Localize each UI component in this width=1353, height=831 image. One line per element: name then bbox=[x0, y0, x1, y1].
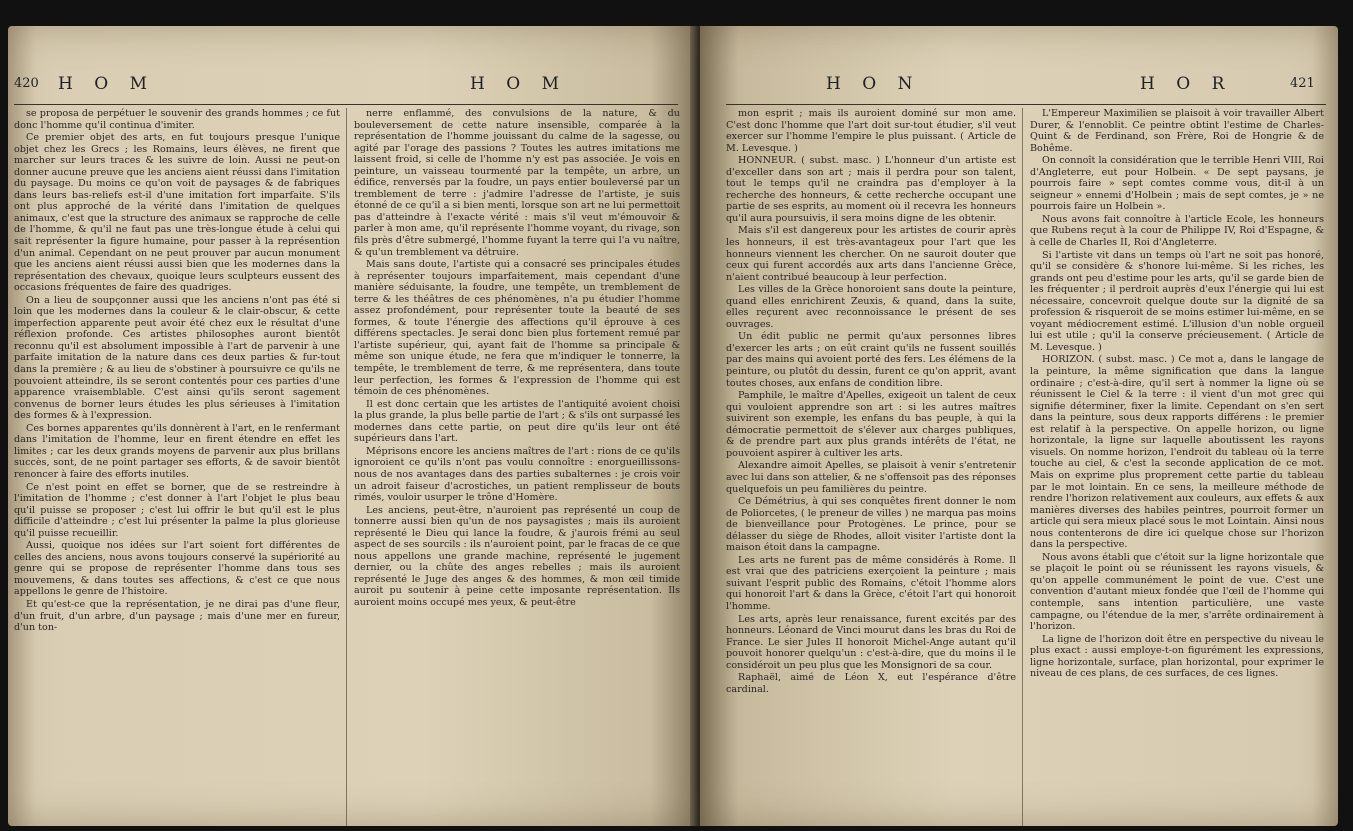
left-page bbox=[8, 26, 698, 826]
paragraph: Les villes de la Grèce honoroient sans doute la peinture, quand elles enrichirent Zeuxis, & quand, dans la suite, elles reçurent avec reconnoissance le présent de ses ouvrages. bbox=[726, 284, 1016, 330]
running-head-left-1: H O M bbox=[58, 74, 155, 94]
paragraph: Si l'artiste vit dans un temps où l'art ne soit pas honoré, qu'il se considère & s'honore lui-même. Si les riches, les grands ont peu d'estime pour les arts, qu'il se garde bien de les fréquenter ; il perdroit auprès d'eux l'énergie qui lui est nécessaire, concevroit quelque doute sur la dignité de sa profession & risqueroit de se moins estimer lui-même, en se voyant médiocrement estimé. L'illusion d'un noble orgueil lui est utile ; qu'il la conserve précieusement. ( Article de M. Levesque. ) bbox=[1030, 249, 1324, 353]
right-page bbox=[700, 26, 1338, 826]
paragraph: Alexandre aimoit Apelles, se plaisoit à venir s'entretenir avec lui dans son attelier, & ne s'offensoit pas des réponses quelquefois un peu familières du peintre. bbox=[726, 460, 1016, 495]
paragraph: Il est donc certain que les artistes de l'antiquité avoient choisi la plus grande, la plus belle partie de l'art ; & s'ils ont surpassé les modernes dans cette partie, on peut dire qu'ils leur ont été supérieurs dans l'art. bbox=[354, 398, 680, 445]
paragraph: se proposa de perpétuer le souvenir des grands hommes ; ce fut donc l'homme qu'il continua d'imiter. bbox=[14, 108, 340, 131]
running-head-right-2: H O R bbox=[1140, 74, 1233, 94]
text-column-1 bbox=[726, 108, 1016, 696]
paragraph: Les anciens, peut-être, n'auroient pas représenté un coup de tonnerre aussi bien qu'un de nos paysagistes ; mais ils auroient représenté le Dieu qui lance la foudre, & j'aurois frémi au seul aspect de ses sourcils : ils n'auroient point, par le fracas de ce que nous appellons une grande machine, représenté le jugement dernier, ou la chûte des anges rebelles ; mais ils auroient représenté le Juge des anges & des hommes, & mon œil timide auroit pu soutenir à peine cette imposante représentation. Ils auroient moins occupé mes yeux, & peut-être bbox=[354, 504, 680, 608]
paragraph: Nous avons établi que c'étoit sur la ligne horizontale que se plaçoit le point où se réunissent les rayons visuels, & qu'on appelle communément le point de vue. C'est une convention d'autant mieux fondée que l'œil de l'homme qui contemple, sans intention particulière, une vaste campagne, ou l'étendue de la mer, s'arrête ordinairement à l'horizon. bbox=[1030, 551, 1324, 633]
page-number-left: 420 bbox=[14, 76, 39, 91]
paragraph: Un édit public ne permit qu'aux personnes libres d'exercer les arts ; on eût craint qu'ils ne fussent souillés par des mains qui avoient porté des fers. Les élémens de la peinture, ou plutôt du dessin, furent ce qu'on apprit, avant toutes choses, aux enfans de condition libre. bbox=[726, 331, 1016, 389]
paragraph: Et qu'est-ce que la représentation, je ne dirai pas d'une fleur, d'un fruit, d'un arbre, d'un paysage ; mais d'une mer en fureur, d'un ton- bbox=[14, 598, 340, 634]
running-head-right-1: H O N bbox=[826, 74, 921, 94]
paragraph: HORIZON. ( subst. masc. ) Ce mot a, dans le langage de la peinture, la même signification que dans la langue ordinaire ; c'est-à-dire, qu'il sert à nommer la ligne où se réunissent le Ciel & la terre : il vient d'un mot grec qui signifie déterminer, fixer la limite. Cependant on s'en sert dans la peinture, sous deux rapports différens : le premier est relatif à la perspective. On appelle horizon, ou ligne horizontale, la ligne sur laquelle aboutissent les rayons visuels. On nomme horizon, l'endroit du tableau où la terre touche au ciel, & c'est la seconde application de ce mot. Mais on exprime plus proprement cette partie du tableau par le mot lointain. En ce sens, la meilleure méthode de rendre l'horizon relativement aux couleurs, aux effets & aux manières diverses des habiles peintres, pourroit former un article qui sera mieux placé sous le mot Lointain. Ainsi nous nous contenterons de dire ici quelque chose sur l'horizon dans la perspective. bbox=[1030, 354, 1324, 551]
paragraph: Mais sans doute, l'artiste qui a consacré ses principales études à représenter toujours imparfaitement, mais cependant d'une manière séduisante, la foudre, une tempête, un tremblement de terre & les théâtres de ces phénomènes, n'a pu étudier l'homme assez profondément, pour représenter toute la beauté de ses formes, & toute l'énergie des affections qu'il éprouve à ces différens spectacles. Je serai donc bien plus fortement remué par l'artiste supérieur, qui, ayant fait de l'homme sa principale & même son unique étude, ne fera que m'indiquer le tonnerre, la tempête, le tremblement de terre, & me représentera, dans toute leur perfection, les formes & l'expression de l'homme qui est témoin de ces phénomènes. bbox=[354, 259, 680, 398]
paragraph: Nous avons fait connoître à l'article Ecole, les honneurs que Rubens reçut à la cour de Philippe IV, Roi d'Espagne, & à celle de Charles II, Roi d'Angleterre. bbox=[1030, 213, 1324, 249]
paragraph: La ligne de l'horizon doit être en perspective du niveau le plus exact : aussi employe-t-on figurément les expressions, ligne horizontale, surface, plan horizontal, pour exprimer le niveau de ces plans, de ces surfaces, de ces lignes. bbox=[1030, 633, 1324, 680]
text-column-2 bbox=[1030, 108, 1324, 681]
paragraph: nerre enflammé, des convulsions de la nature, & du bouleversement de cette nature insensible, comparée à la représentation de l'homme jouissant du calme de la sagesse, ou agité par l'orage des passions ? Toutes les autres imitations me laissent froid, si celle de l'homme n'y est pas associée. Je vois en peinture, un vaisseau tourmenté par la tempête, un arbre, un édifice, renversés par la foudre, un pays entier bouleversé par un tremblement de terre : j'admire l'adresse de l'artiste, je suis étonné de ce qu'il a si bien menti, lorsque son art ne lui permettoit pas d'atteindre à l'exacte vérité : mais s'il veut m'émouvoir & parler à mon ame, qu'il représente l'homme voyant, du rivage, son fils près d'être submergé, l'homme fuyant la terre qui l'a vu naître, & qu'un tremblement va détruire. bbox=[354, 108, 680, 258]
column-rule bbox=[346, 108, 347, 826]
column-rule bbox=[1022, 108, 1023, 826]
running-head-left-2: H O M bbox=[470, 74, 567, 94]
paragraph: L'Empereur Maximilien se plaisoit à voir travailler Albert Durer, & l'ennoblit. Ce peintre obtint l'estime de Charles-Quint & de Ferdinand, son Frère, Roi de Hongrie & de Bohême. bbox=[1030, 108, 1324, 154]
paragraph: mon esprit ; mais ils auroient dominé sur mon ame. C'est donc l'homme que l'art doit sur-tout étudier, s'il veut exercer sur l'homme l'empire le plus puissant. ( Article de M. Levesque. ) bbox=[726, 108, 1016, 154]
paragraph: Raphaël, aimé de Léon X, eut l'espérance d'être cardinal. bbox=[726, 672, 1016, 695]
header-rule bbox=[726, 104, 1326, 105]
text-column-2 bbox=[354, 108, 680, 610]
paragraph: Aussi, quoique nos idées sur l'art soient fort différentes de celles des anciens, nous avons toujours conservé la supériorité au genre qui se propose de représenter l'homme dans tous ses mouvemens, & dans toutes ses affections, & c'est ce que nous appellons le genre de l'histoire. bbox=[14, 540, 340, 598]
paragraph: HONNEUR. ( subst. masc. ) L'honneur d'un artiste est d'exceller dans son art ; mais il perdra pour son talent, tout le temps qu'il ne craindra pas d'employer à la recherche des honneurs, & cette recherche occupant une partie de ses esprits, au moment où il recevra les honneurs qu'il aura poursuivis, il sera moins digne de les obtenir. bbox=[726, 155, 1016, 224]
paragraph: Les arts ne furent pas de même considérés à Rome. Il est vrai que des patriciens exerçoient la peinture ; mais suivant l'esprit public des Romains, c'étoit l'homme alors qui honoroit l'art & dans la Grèce, c'étoit l'art qui honoroit l'homme. bbox=[726, 554, 1016, 612]
paragraph: Méprisons encore les anciens maîtres de l'art : rions de ce qu'ils ignoroient ce qu'ils n'ont pas voulu connoître : enorgueillissons-nous de nos avantages dans des parties subalternes : je crois voir un adroit faiseur d'acrostiches, un patient remplisseur de bouts rimés, vouloir usurper le trône d'Homère. bbox=[354, 445, 680, 504]
paragraph: Les arts, après leur renaissance, furent excités par des honneurs. Léonard de Vinci mourut dans les bras du Roi de France. Le sier Jules II honoroit Michel-Ange autant qu'il pouvoit honorer quelqu'un : c'est-à-dire, que du moins il le considéroit un peu plus que les Monsignori de sa cour. bbox=[726, 613, 1016, 671]
paragraph: Ces bornes apparentes qu'ils donnèrent à l'art, en le renfermant dans l'imitation de l'homme, leur en firent étendre en effet les limites ; car les deux grands moyens de parvenir aux plus brillans succès, sont, de ne point partager ses efforts, & de savoir bientôt renoncer à faire des efforts inutiles. bbox=[14, 422, 340, 480]
paragraph: On connoît la considération que le terrible Henri VIII, Roi d'Angleterre, eut pour Holbein. « De sept paysans, je pourrois faire » sept comtes comme vous, dit-il à un seigneur » ennemi d'Holbein ; mais de sept comtes, je » ne pourrois faire un Holbein ». bbox=[1030, 155, 1324, 213]
paragraph: On a lieu de soupçonner aussi que les anciens n'ont pas été si loin que les modernes dans la couleur & le clair-obscur, & cette imperfection apparente peut avoir été chez eux le résultat d'une réflexion profonde. Ces artistes philosophes auront bientôt reconnu qu'il est absolument impossible à l'art de parvenir à une parfaite imitation de la nature dans ces deux parties & fur-tout dans la première ; & au lieu de s'obstiner à poursuivre ce qu'ils ne pouvoient atteindre, ils se seront contentés pour ces parties d'une apparence vraisemblable. C'est ainsi qu'ils seront sagement convenus de borner leurs études les plus sérieuses à l'imitation des formes & à l'expression. bbox=[14, 294, 340, 422]
text-column-1 bbox=[14, 108, 340, 635]
paragraph: Ce n'est point en effet se borner, que de se restreindre à l'imitation de l'homme ; c'est donner à l'art l'objet le plus beau qu'il puisse se proposer ; c'est lui offrir le but qu'il est le plus difficile d'atteindre ; c'est lui présenter la palme la plus glorieuse qu'il puisse recueillir. bbox=[14, 481, 340, 539]
paragraph: Mais s'il est dangereux pour les artistes de courir après les honneurs, il est très-avantageux pour l'art que les honneurs viennent les chercher. On ne sauroit douter que ceux qui furent accordés aux arts dans l'ancienne Grèce, n'aient contribué beaucoup à leur perfection. bbox=[726, 225, 1016, 283]
paragraph: Ce Démétrius, à qui ses conquêtes firent donner le nom de Poliorcetes, ( le preneur de villes ) ne marqua pas moins de bienveillance pour Protogènes. Le prince, pour se délasser du siège de Rhodes, alloit visiter l'artiste dont la maison étoit dans la campagne. bbox=[726, 496, 1016, 554]
paragraph: Pamphile, le maître d'Apelles, exigeoit un talent de ceux qui vouloient apprendre son art : si les autres maîtres suivirent son exemple, les enfans du bas peuple, à qui la démocratie permettoit de s'élever aux charges publiques, & de prendre part aux plus grands intérêts de l'état, ne pouvoient aspirer à cultiver les arts. bbox=[726, 390, 1016, 459]
paragraph: Ce premier objet des arts, en fut toujours presque l'unique objet chez les Grecs ; les Romains, leurs élèves, ne firent que marcher sur leurs traces & les suivre de loin. Aussi ne peut-on donner aucune preuve que les anciens aient réussi dans l'imitation du paysage. Du moins ce qu'on voit de paysages & de fabriques dans leurs bas-reliefs est-il d'une imitation fort imparfaite. S'ils ont plus approché de la vérité dans l'imitation de quelques animaux, c'est que la structure des animaux se rapproche de celle de l'homme, & qu'il ne faut pas une très-longue étude à celui qui sait représenter la figure humaine, pour passer à la représention d'un animal. Cependant on ne peut prouver par aucun monument que les anciens aient réussi aussi bien que les modernes dans la représentation des chevaux, quoique leurs sculpteurs eussent des occasions fréquentes de faire des quadriges. bbox=[14, 132, 340, 294]
header-rule bbox=[14, 104, 678, 105]
page-number-right: 421 bbox=[1290, 76, 1315, 91]
